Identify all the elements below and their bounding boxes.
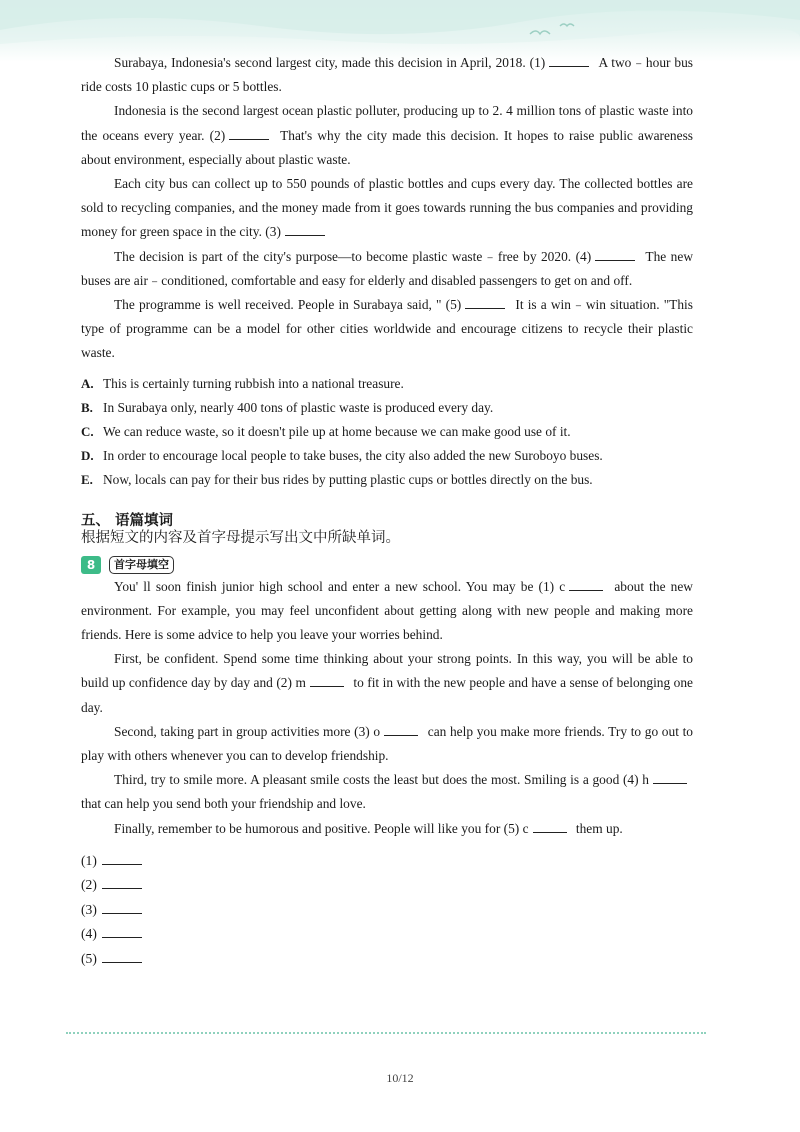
- answer-blank: [310, 675, 344, 687]
- option-b: B. In Surabaya only, nearly 400 tons of plastic waste is produced every day.: [81, 399, 494, 415]
- answer-line-5: (5): [81, 947, 693, 971]
- answer-blank: [384, 724, 418, 736]
- option-d: D. In order to encourage local people to take buses, the city also added the new Suroboyo buses.: [81, 448, 603, 464]
- option-c: C. We can reduce waste, so it doesn't pile up at home because we can make good use of it.: [81, 424, 571, 440]
- answer-lines: [81, 849, 693, 971]
- answer-blank: [569, 579, 603, 591]
- passage-2: [81, 575, 693, 841]
- footer-divider: [66, 1032, 706, 1034]
- answer-blank: [229, 128, 269, 140]
- question-number-badge: 8: [81, 556, 101, 574]
- answer-line-1: (1): [81, 849, 693, 873]
- answer-line-4: (4): [81, 922, 693, 946]
- passage-1-paragraph-3: Each city bus can collect up to 550 pounds of plastic bottles and cups every day. The collected bottles are sold to recycling companies, and the money made from it goes towards running the bus companies and providing money for green space in the city. (3): [81, 176, 693, 240]
- passage-1-paragraph-4: The decision is part of the city's purpose—to become plastic waste﹣free by 2020. (4) The new buses are air﹣conditioned, comfortable and easy for elderly and disabled passengers to get on and off.: [81, 248, 693, 288]
- question-header: [81, 555, 693, 575]
- answer-blank: [465, 297, 505, 309]
- options-list: [81, 372, 693, 493]
- page-number: 10/12: [386, 1071, 414, 1085]
- passage-1-paragraph-1: Surabaya, Indonesia's second largest city, made this decision in April, 2018. (1) A two﹣hour bus ride costs 10 plastic cups or 5 bottles.: [81, 55, 694, 95]
- passage-1-paragraph-2: Indonesia is the second largest ocean plastic polluter, producing up to 2. 4 million tons of plastic waste into the oceans every year. (2) That's why the city made this decision. It hopes to raise public awareness about environment, especially about plastic waste.: [81, 103, 693, 167]
- passage-2-paragraph-1: You' ll soon finish junior high school and enter a new school. You may be (1) c about the new environment. For example, you may feel unconfident about getting along with new people and making more friends. Here is some advice to help you leave your worries behind.: [81, 578, 693, 643]
- passage-2-paragraph-2: First, be confident. Spend some time thinking about your strong points. In this way, you will be able to build up confidence day by day and (2) m to fit in with the new people and have a sense of belonging one day.: [81, 651, 693, 715]
- answer-blank[interactable]: [102, 877, 142, 889]
- answer-line-2: (2): [81, 873, 693, 897]
- page-content: [81, 51, 693, 971]
- passage-1: [81, 51, 693, 366]
- option-a: A. This is certainly turning rubbish into a national treasure.: [81, 375, 404, 391]
- answer-line-3: (3): [81, 898, 693, 922]
- passage-2-paragraph-5: Finally, remember to be humorous and positive. People will like you for (5) c them up.: [114, 820, 623, 836]
- answer-blank[interactable]: [102, 951, 142, 963]
- answer-blank: [533, 821, 567, 833]
- section-instruction: 根据短文的内容及首字母提示写出文中所缺单词。: [81, 529, 400, 546]
- passage-2-paragraph-4: Third, try to smile more. A pleasant smile costs the least but does the most. Smiling is a good (4) h that can help you send both your friendship and love.: [81, 768, 693, 816]
- passage-1-paragraph-5: The programme is well received. People in Surabaya said, " (5) It is a win﹣win situation. "This type of programme can be a model for other cities worldwide and encourage citizens to recycle their plastic waste.: [81, 297, 693, 361]
- answer-blank: [285, 224, 325, 236]
- answer-blank[interactable]: [102, 853, 142, 865]
- passage-2-paragraph-3: Second, taking part in group activities more (3) o can help you make more friends. Try to go out to play with others whenever you can to develop friendship.: [81, 723, 693, 764]
- option-e: E. Now, locals can pay for their bus rides by putting plastic cups or bottles directly on the bus.: [81, 472, 593, 488]
- answer-blank[interactable]: [102, 902, 142, 914]
- answer-blank: [549, 55, 589, 67]
- section-title: 五、 语篇填词: [81, 512, 174, 529]
- answer-blank: [653, 772, 687, 784]
- question-type-tag: 首字母填空: [109, 556, 174, 574]
- answer-blank: [595, 249, 635, 261]
- answer-blank[interactable]: [102, 926, 142, 938]
